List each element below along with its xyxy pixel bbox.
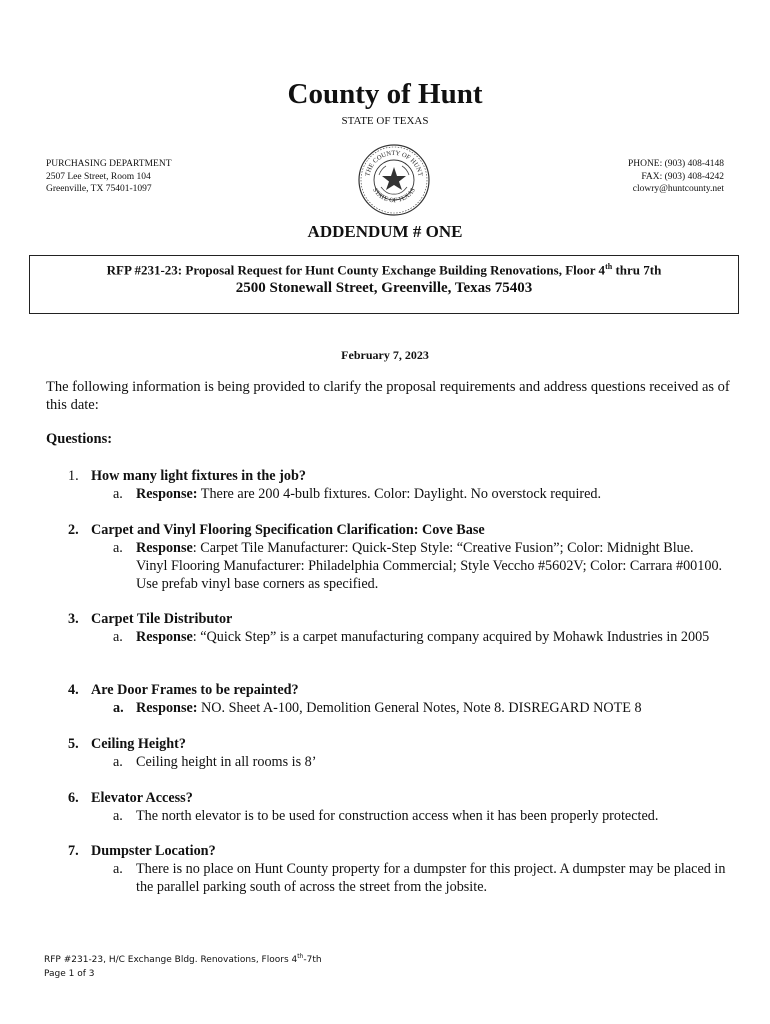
footer-rfp-line: RFP #231-23, H/C Exchange Bldg. Renovations, Floors 4th-7th	[44, 953, 322, 965]
county-seal-icon	[357, 143, 431, 217]
answer-label: Response:	[136, 486, 198, 502]
question-number: 6.	[68, 790, 79, 806]
answer-marker: a.	[113, 861, 123, 877]
phone-line: PHONE: (903) 408-4148	[627, 159, 724, 169]
question-text: Are Door Frames to be repainted?	[91, 682, 299, 698]
fax-line: FAX: (903) 408-4242	[641, 171, 724, 182]
answer-label: Response:	[136, 700, 198, 716]
svg-text:STATE OF TEXAS: STATE OF TEXAS	[371, 186, 417, 205]
answer-label: Response	[136, 540, 193, 556]
question-number: 7.	[68, 843, 79, 859]
svg-text:THE COUNTY OF HUNT: THE COUNTY OF HUNT	[364, 149, 424, 177]
answer-marker: a.	[113, 754, 123, 770]
question-number: 3.	[68, 611, 79, 627]
answer-marker: a.	[113, 808, 123, 824]
department-line: 2507 Lee Street, Room 104	[46, 171, 151, 182]
question-text: Dumpster Location?	[91, 843, 216, 859]
document-title: County of Hunt	[287, 78, 483, 110]
answer-text: : Carpet Tile Manufacturer: Quick-Step Style: “Creative Fusion”; Color: Midnight Blue. Vinyl Flooring Manufacturer: Philadelphia Commercial; Style Veccho #5602V; Color: Carrara #00100. Use prefab vinyl base corners as specified.	[136, 540, 723, 592]
rfp-box	[29, 255, 739, 314]
department-line: PURCHASING DEPARTMENT	[46, 159, 172, 169]
answer-marker: a.	[113, 629, 123, 645]
answer-text: Ceiling height in all rooms is 8’	[136, 754, 317, 770]
question-number: 4.	[68, 682, 79, 698]
answer-marker: a.	[113, 700, 124, 716]
answer-marker: a.	[113, 540, 123, 556]
answer-text: : “Quick Step” is a carpet manufacturing company acquired by Mohawk Industries in 2005	[192, 629, 710, 645]
intro-paragraph: The following information is being provided to clarify the proposal requirements and address questions received as of this date:	[46, 379, 730, 413]
document-date: February 7, 2023	[341, 348, 429, 362]
department-address	[46, 158, 172, 196]
answer-text: NO. Sheet A-100, Demolition General Notes, Note 8. DISREGARD NOTE 8	[197, 700, 642, 716]
answer-text: There are 200 4-bulb fixtures. Color: Daylight. No overstock required.	[197, 486, 602, 502]
footer-page-number: Page 1 of 3	[44, 969, 95, 979]
page-footer	[44, 950, 322, 981]
answer-text: There is no place on Hunt County property for a dumpster for this project. A dumpster may be placed in the parallel parking south of across the street from the jobsite.	[136, 861, 726, 895]
rfp-address: 2500 Stonewall Street, Greenville, Texas 75403	[235, 280, 533, 296]
questions-heading: Questions:	[46, 431, 113, 447]
email-link[interactable]: clowry@huntcounty.net	[632, 184, 724, 194]
question-text: How many light fixtures in the job?	[91, 468, 306, 484]
rfp-title: RFP #231-23: Proposal Request for Hunt County Exchange Building Renovations, Floor 4th thru 7th	[106, 262, 662, 278]
question-text: Ceiling Height?	[91, 736, 186, 752]
question-text: Carpet Tile Distributor	[91, 611, 233, 627]
answer-text: The north elevator is to be used for construction access when it has been properly protected.	[136, 808, 659, 824]
question-number: 5.	[68, 736, 79, 752]
question-text: Elevator Access?	[91, 790, 193, 806]
question-number: 2.	[68, 522, 79, 538]
answer-marker: a.	[113, 486, 123, 502]
addendum-heading: ADDENDUM # ONE	[307, 222, 463, 241]
answer-label: Response	[136, 629, 193, 645]
department-line: Greenville, TX 75401-1097	[46, 184, 152, 194]
question-number: 1.	[68, 468, 79, 484]
state-subtitle: STATE OF TEXAS	[341, 115, 429, 127]
question-text: Carpet and Vinyl Flooring Specification Clarification: Cove Base	[91, 522, 485, 538]
contact-info	[628, 158, 724, 196]
